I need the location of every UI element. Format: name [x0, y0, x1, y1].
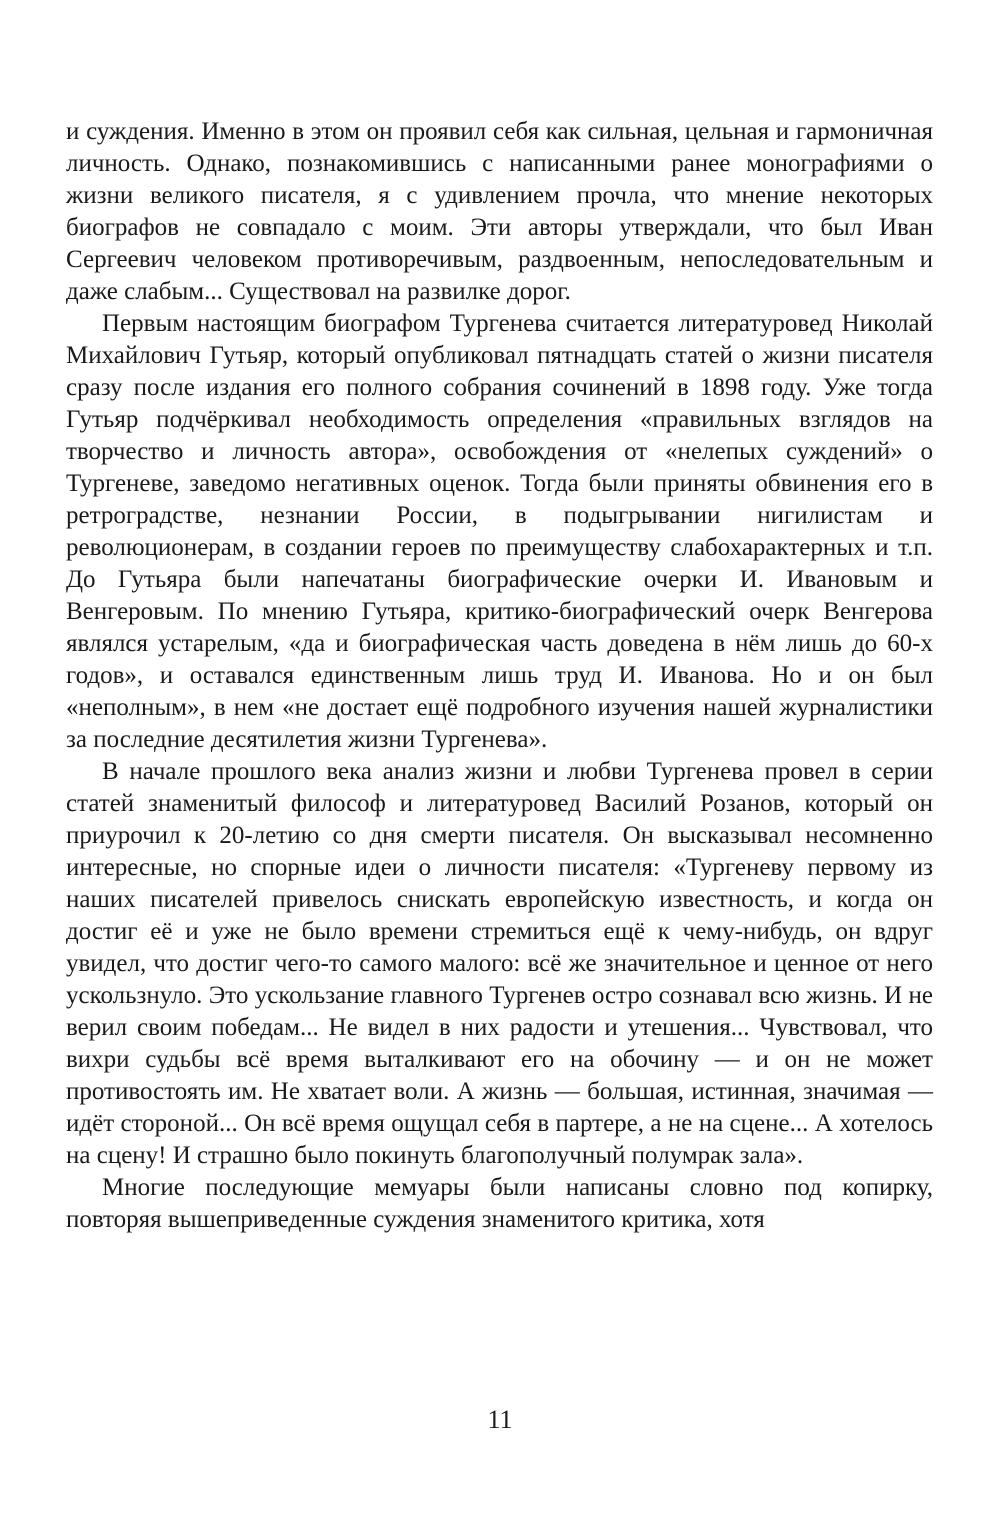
paragraph-2: Первым настоящим биографом Тургенева считается литературовед Николай Михайлович Гутьяр, который опубликовал пятнадцать статей о жизни писателя сразу после издания его полного собрания сочинений в 1898 году. Уже тогда Гутьяр подчёркивал необходимость определения «правильных взглядов на творчество и личность автора», освобождения от «нелепых суждений» о Тургеневе, заведомо негативных оценок. Тогда были приняты обвинения его в ретроградстве, незнании России, в подыгрывании нигилистам и революционерам, в создании героев по преимуществу слабохарактерных и т.п. До Гутьяра были напечатаны биографические очерки И. Ивановым и Венгеровым. По мнению Гутьяра, критико-биографический очерк Венгерова являлся устарелым, «да и биографическая часть доведена в нём лишь до 60-х годов», и оставался единственным лишь труд И. Иванова. Но и он был «неполным», в нем «не достает ещё подробного изучения нашей журналистики за последние десятилетия жизни Тургенева». [66, 310, 933, 753]
paragraph-1: и суждения. Именно в этом он проявил себя как сильная, цельная и гармоничная личность. Однако, познакомившись с написанными ранее монографиями о жизни великого писателя, я с удивлением прочла, что мнение некоторых биографов не совпадало с моим. Эти авторы утверждали, что был Иван Сергеевич человеком противоречивым, раздвоенным, непоследовательным и даже слабым... Существовал на развилке дорог. [66, 118, 933, 305]
paragraph-3: В начале прошлого века анализ жизни и любви Тургенева провел в серии статей знаменитый философ и литературовед Василий Розанов, который он приурочил к 20-летию со дня смерти писателя. Он высказывал несомненно интересные, но спорные идеи о личности писателя: «Тургеневу первому из наших писателей привелось снискать европейскую известность, и когда он достиг её и уже не было времени стремиться ещё к чему-нибудь, он вдруг увидел, что достиг чего-то самого малого: всё же значительное и ценное от него ускользнуло. Это ускользание главного Тургенев остро сознавал всю жизнь. И не верил своим победам... Не видел в них радости и утешения... Чувствовал, что вихри судьбы всё время выталкивают его на обочину — и он не может противостоять им. Не хватает воли. А жизнь — большая, истинная, значимая — идёт стороной... Он всё время ощущал себя в партере, а не на сцене... А хотелось на сцену! И страшно было покинуть благополучный полумрак зала». [66, 758, 933, 1169]
paragraph-4: Многие последующие мемуары были написаны словно под копирку, повторяя вышеприведенные суждения знаменитого критика, хотя [66, 1174, 933, 1233]
page-number: 11 [487, 1405, 513, 1434]
body-text [66, 116, 933, 1236]
